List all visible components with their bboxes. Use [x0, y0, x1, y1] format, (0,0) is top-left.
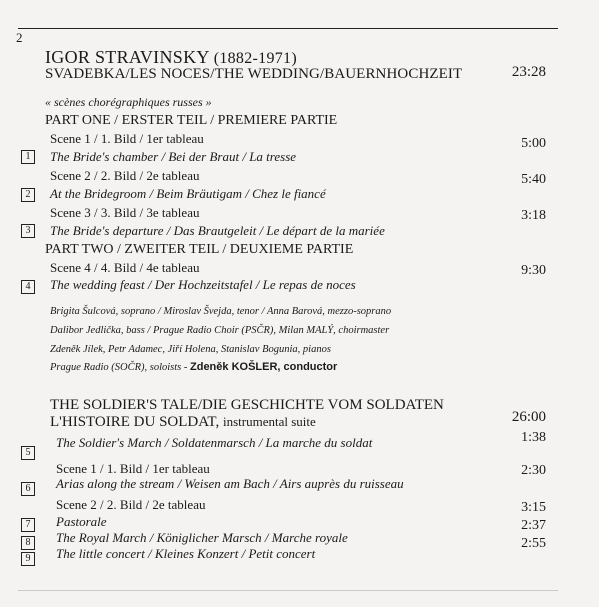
track-6-title: Arias along the stream / Weisen am Bach / Airs auprès du ruisseau — [56, 476, 404, 491]
track-9-duration: 2:55 — [521, 536, 546, 551]
header-rule — [18, 28, 558, 29]
track-4-duration: 9:30 — [521, 263, 546, 278]
track-5-duration: 1:38 — [521, 430, 546, 445]
track-7-duration: 3:15 — [521, 500, 546, 515]
work2-duration: 26:00 — [511, 409, 546, 425]
track-7-scene: Scene 2 / 2. Bild / 2e tableau — [56, 497, 206, 512]
credit-line: Zdeněk Jílek, Petr Adamec, Jiří Holena, Stanislav Bogunia, pianos — [50, 344, 331, 355]
track-7-title: Pastorale — [56, 514, 107, 529]
track-6-number: 6 — [21, 482, 35, 496]
track-8-number: 8 — [21, 536, 35, 550]
track-4-number: 4 — [21, 280, 35, 294]
composer-dates: (1882-1971) — [213, 50, 297, 67]
work1-title: SVADEBKA/LES NOCES/THE WEDDING/BAUERNHOCHZEIT — [45, 66, 463, 82]
track-9-title: The little concert / Kleines Konzert / Petit concert — [56, 546, 316, 561]
track-3-duration: 3:18 — [521, 208, 546, 223]
track-5-title: The Soldier's March / Soldatenmarsch / La marche du soldat — [56, 435, 373, 450]
credit-line: Brigita Šulcová, soprano / Miroslav Švejda, tenor / Anna Barová, mezzo-soprano — [50, 306, 392, 317]
track-6-duration: 2:30 — [521, 463, 546, 478]
work2-title-line1: THE SOLDIER'S TALE/DIE GESCHICHTE VOM SOLDATEN — [50, 397, 444, 413]
track-3-number: 3 — [21, 224, 35, 238]
track-7-number: 7 — [21, 518, 35, 532]
track-8-title: The Royal March / Königlicher Marsch / Marche royale — [56, 530, 348, 545]
track-5-number: 5 — [21, 446, 35, 460]
credit-line: Prague Radio (SOČR), soloists - — [50, 362, 190, 373]
track-2-number: 2 — [21, 188, 35, 202]
track-4-scene: Scene 4 / 4. Bild / 4e tableau — [50, 260, 200, 275]
work2-title-suffix: instrumental suite — [222, 414, 316, 429]
work2-title-main: L'HISTOIRE DU SOLDAT, — [50, 414, 220, 430]
work1-duration: 23:28 — [511, 64, 546, 80]
composer-heading — [45, 47, 297, 68]
track-4-title: The wedding feast / Der Hochzeitstafel / Le repas de noces — [50, 277, 356, 292]
credit-line-conductor — [50, 361, 337, 373]
track-1-duration: 5:00 — [521, 136, 546, 151]
track-2-duration: 5:40 — [521, 172, 546, 187]
track-6-scene: Scene 1 / 1. Bild / 1er tableau — [56, 461, 210, 476]
track-2-scene: Scene 2 / 2. Bild / 2e tableau — [50, 168, 200, 183]
work2-title-line2 — [50, 414, 316, 431]
work1-subtitle: « scènes chorégraphiques russes » — [45, 95, 212, 109]
track-8-duration: 2:37 — [521, 518, 546, 533]
track-1-title: The Bride's chamber / Bei der Braut / La tresse — [50, 149, 297, 164]
part-two-heading: PART TWO / ZWEITER TEIL / DEUXIEME PARTIE — [45, 242, 354, 257]
track-9-number: 9 — [21, 552, 35, 566]
track-3-title: The Bride's departure / Das Brautgeleit / Le départ de la mariée — [50, 223, 385, 238]
track-1-number: 1 — [21, 150, 35, 164]
composer-name: IGOR STRAVINSKY — [45, 47, 210, 67]
track-1-scene: Scene 1 / 1. Bild / 1er tableau — [50, 131, 204, 146]
conductor-name: Zdeněk KOŠLER, conductor — [190, 361, 338, 373]
credit-line: Dalibor Jedlička, bass / Prague Radio Choir (PSČR), Milan MALÝ, choirmaster — [50, 325, 390, 336]
track-3-scene: Scene 3 / 3. Bild / 3e tableau — [50, 205, 200, 220]
page-number: 2 — [16, 30, 23, 45]
part-one-heading: PART ONE / ERSTER TEIL / PREMIERE PARTIE — [45, 113, 338, 128]
footer-rule — [18, 590, 558, 591]
track-2-title: At the Bridegroom / Beim Bräutigam / Chez le fiancé — [50, 186, 326, 201]
